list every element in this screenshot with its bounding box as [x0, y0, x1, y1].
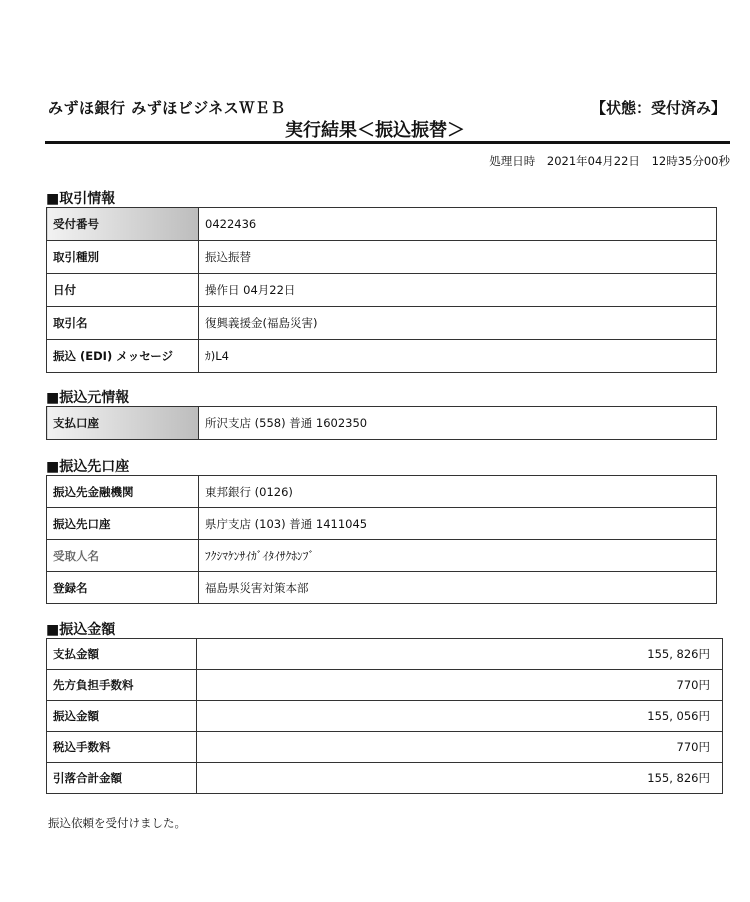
source-table: [46, 406, 717, 440]
status-badge: 【状態：受付済み】: [590, 99, 726, 117]
payment-amount-value: 155, 826円: [197, 639, 723, 670]
table-row: [47, 274, 717, 307]
transaction-name-label: 取引名: [47, 307, 199, 340]
transaction-type-value: 振込振替: [199, 241, 717, 274]
destination-account-label: 振込先口座: [47, 508, 199, 540]
edi-message-value: ｶ)L4: [199, 340, 717, 373]
table-row: [47, 208, 717, 241]
tax-fee-value: 770円: [197, 732, 723, 763]
processed-date: 2021年04月22日: [546, 154, 640, 168]
destination-heading: ■振込先口座: [46, 459, 130, 475]
transaction-table: [46, 207, 717, 373]
table-row: [47, 572, 717, 604]
destination-bank-label: 振込先金融機関: [47, 476, 199, 508]
processed-label: 処理日時: [489, 154, 536, 168]
payment-amount-label: 支払金額: [47, 639, 197, 670]
source-heading: ■振込元情報: [46, 390, 130, 406]
destination-bank-value: 東邦銀行 (0126): [199, 476, 717, 508]
registered-name-label: 登録名: [47, 572, 199, 604]
debit-account-value: 所沢支店 (558) 普通 1602350: [199, 407, 717, 440]
table-row: [47, 639, 723, 670]
transfer-amount-label: 振込金額: [47, 701, 197, 732]
table-row: [47, 241, 717, 274]
table-row: [47, 670, 723, 701]
recipient-name-label: 受取人名: [47, 540, 199, 572]
processed-datetime: [481, 153, 730, 169]
total-debit-value: 155, 826円: [197, 763, 723, 794]
transfer-amount-value: 155, 056円: [197, 701, 723, 732]
page-title: 実行結果＜振込振替＞: [285, 120, 465, 141]
title-divider: [45, 141, 730, 144]
destination-table: [46, 475, 717, 604]
table-row: [47, 476, 717, 508]
receipt-number-value: 0422436: [199, 208, 717, 241]
destination-account-value: 県庁支店 (103) 普通 1411045: [199, 508, 717, 540]
bank-name: みずほ銀行 みずほビジネスＷＥＢ: [48, 99, 286, 117]
table-row: [47, 508, 717, 540]
amounts-heading: ■振込金額: [46, 622, 116, 638]
table-row: [47, 307, 717, 340]
transaction-heading: ■取引情報: [46, 191, 116, 207]
edi-message-label: 振込 (EDI) メッセージ: [47, 340, 199, 373]
table-row: [47, 407, 717, 440]
payee-fee-value: 770円: [197, 670, 723, 701]
tax-fee-label: 税込手数料: [47, 732, 197, 763]
total-debit-label: 引落合計金額: [47, 763, 197, 794]
debit-account-label: 支払口座: [47, 407, 199, 440]
registered-name-value: 福島県災害対策本部: [199, 572, 717, 604]
recipient-name-value: ﾌｸｼﾏｹﾝｻｲｶﾞｲﾀｲｻｸﾎﾝﾌﾞ: [199, 540, 717, 572]
table-row: [47, 701, 723, 732]
footer-note: 振込依頼を受付けました。: [48, 816, 186, 830]
transaction-type-label: 取引種別: [47, 241, 199, 274]
table-row: [47, 340, 717, 373]
table-row: [47, 763, 723, 794]
payee-fee-label: 先方負担手数料: [47, 670, 197, 701]
receipt-number-label: 受付番号: [47, 208, 199, 241]
transaction-name-value: 復興義援金(福島災害): [199, 307, 717, 340]
processed-time: 12時35分00秒: [651, 154, 730, 168]
table-row: [47, 540, 717, 572]
date-label: 日付: [47, 274, 199, 307]
amounts-table: [46, 638, 723, 794]
table-row: [47, 732, 723, 763]
date-value: 操作日 04月22日: [199, 274, 717, 307]
